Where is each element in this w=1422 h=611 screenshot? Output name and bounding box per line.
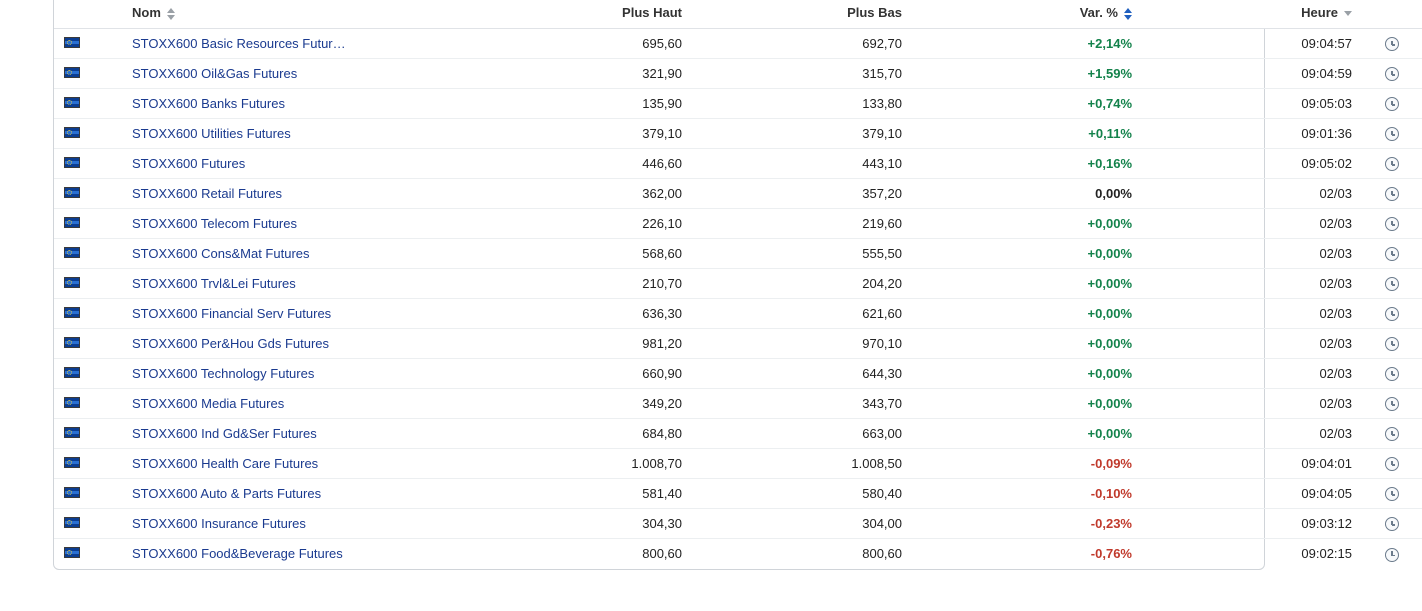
cell-high: 581,40 (642, 486, 682, 501)
alert-clock-icon[interactable] (1385, 487, 1399, 501)
cell-variation: +0,00% (1087, 396, 1132, 411)
cell-high: 684,80 (642, 426, 682, 441)
cell-name (122, 239, 472, 269)
cell-name (122, 509, 472, 539)
instrument-link[interactable]: STOXX600 Media Futures (132, 396, 285, 411)
cell-low: 970,10 (862, 336, 902, 351)
alert-clock-icon[interactable] (1385, 67, 1399, 81)
cell-time: 09:04:59 (1301, 66, 1352, 81)
eu-flag-icon (64, 277, 80, 288)
table-row[interactable] (54, 89, 1422, 119)
cell-name (122, 119, 472, 149)
cell-flag (54, 419, 122, 449)
cell-alert (1362, 239, 1422, 269)
cell-high: 660,90 (642, 366, 682, 381)
cell-flag (54, 509, 122, 539)
table-row[interactable] (54, 299, 1422, 329)
cell-alert (1362, 509, 1422, 539)
cell-name (122, 89, 472, 119)
cell-flag (54, 359, 122, 389)
cell-high: 321,90 (642, 66, 682, 81)
quotes-table (54, 0, 1422, 569)
instrument-link[interactable]: STOXX600 Insurance Futures (132, 516, 306, 531)
cell-time: 02/03 (1319, 216, 1352, 231)
cell-variation: +0,74% (1087, 96, 1132, 111)
cell-variation: +1,59% (1087, 66, 1132, 81)
eu-flag-icon (64, 37, 80, 48)
cell-alert (1362, 329, 1422, 359)
cell-high: 1.008,70 (631, 456, 682, 471)
eu-flag-icon (64, 337, 80, 348)
cell-variation: +0,11% (1088, 126, 1132, 141)
cell-time: 09:02:15 (1301, 546, 1352, 562)
cell-flag (54, 179, 122, 209)
table-row[interactable] (54, 149, 1422, 179)
cell-high: 349,20 (642, 396, 682, 411)
alert-clock-icon[interactable] (1385, 277, 1399, 291)
cell-name (122, 59, 472, 89)
table-row[interactable] (54, 359, 1422, 389)
alert-clock-icon[interactable] (1385, 457, 1399, 471)
cell-high: 800,60 (642, 546, 682, 562)
eu-flag-icon (64, 547, 80, 558)
column-header-alert (1362, 0, 1422, 29)
alert-clock-icon[interactable] (1385, 397, 1399, 411)
cell-variation: +2,14% (1087, 36, 1132, 51)
cell-flag (54, 29, 122, 59)
alert-clock-icon[interactable] (1385, 337, 1399, 351)
table-row[interactable] (54, 119, 1422, 149)
cell-low: 1.008,50 (851, 456, 902, 471)
cell-low: 133,80 (862, 96, 902, 111)
cell-flag (54, 329, 122, 359)
alert-clock-icon[interactable] (1385, 307, 1399, 321)
cell-time: 02/03 (1319, 306, 1352, 321)
cell-high: 362,00 (642, 186, 682, 201)
cell-alert (1362, 89, 1422, 119)
quotes-table-container (53, 0, 1352, 570)
cell-high: 379,10 (642, 126, 682, 141)
cell-low: 379,10 (862, 126, 902, 141)
cell-flag (54, 209, 122, 239)
table-row[interactable] (54, 389, 1422, 419)
eu-flag-icon (64, 247, 80, 258)
cell-variation: -0,10% (1090, 486, 1132, 501)
cell-low: 219,60 (862, 216, 902, 231)
instrument-link[interactable]: STOXX600 Telecom Futures (132, 216, 297, 231)
cell-alert (1362, 179, 1422, 209)
column-header-high[interactable] (472, 0, 692, 29)
cell-alert (1362, 269, 1422, 299)
cell-low: 580,40 (862, 486, 902, 501)
instrument-link[interactable]: STOXX600 Banks Futures (132, 96, 285, 111)
instrument-link[interactable]: STOXX600 Auto & Parts Futures (132, 486, 322, 501)
cell-variation: -0,76% (1090, 546, 1132, 562)
cell-variation: +0,16% (1087, 156, 1132, 171)
eu-flag-icon (64, 367, 80, 378)
table-header (54, 0, 1422, 29)
instrument-link[interactable]: STOXX600 Technology Futures (132, 366, 315, 381)
cell-flag (54, 449, 122, 479)
cell-high: 446,60 (642, 156, 682, 171)
alert-clock-icon[interactable] (1385, 367, 1399, 381)
cell-time: 02/03 (1319, 276, 1352, 291)
alert-clock-icon[interactable] (1385, 427, 1399, 441)
cell-variation: +0,00% (1087, 306, 1132, 321)
cell-low: 800,60 (862, 546, 902, 562)
alert-clock-icon[interactable] (1385, 127, 1399, 141)
cell-low: 644,30 (862, 366, 902, 381)
column-header-low-label: Plus Bas (847, 5, 902, 20)
cell-low: 692,70 (862, 36, 902, 51)
sort-caret-name-icon[interactable] (167, 8, 175, 20)
cell-time: 02/03 (1319, 336, 1352, 351)
cell-time: 02/03 (1319, 246, 1352, 261)
cell-alert (1362, 119, 1422, 149)
column-header-var[interactable] (912, 0, 1142, 29)
cell-high: 636,30 (642, 306, 682, 321)
instrument-link[interactable]: STOXX600 Per&Hou Gds Futures (132, 336, 330, 351)
eu-flag-icon (64, 67, 80, 78)
eu-flag-icon (64, 457, 80, 468)
cell-low: 663,00 (862, 426, 902, 441)
cell-time: 02/03 (1319, 366, 1352, 381)
cell-flag (54, 539, 122, 569)
column-header-low[interactable] (692, 0, 912, 29)
instrument-link[interactable]: STOXX600 Cons&Mat Futures (132, 246, 310, 261)
column-header-high-label: Plus Haut (622, 5, 682, 20)
cell-variation: +0,00% (1087, 336, 1132, 351)
cell-variation: -0,23% (1090, 516, 1132, 531)
eu-flag-icon (64, 187, 80, 198)
cell-alert (1362, 419, 1422, 449)
table-row[interactable] (54, 449, 1422, 479)
cell-high: 135,90 (642, 96, 682, 111)
cell-time: 09:05:02 (1301, 156, 1352, 171)
instrument-link[interactable]: STOXX600 Futures (132, 156, 246, 171)
alert-clock-icon[interactable] (1385, 548, 1399, 562)
cell-flag (54, 59, 122, 89)
table-row[interactable] (54, 539, 1422, 569)
alert-clock-icon[interactable] (1385, 247, 1399, 261)
eu-flag-icon (64, 307, 80, 318)
cell-time: 09:03:12 (1301, 516, 1352, 531)
cell-high: 981,20 (642, 336, 682, 351)
alert-clock-icon[interactable] (1385, 217, 1399, 231)
eu-flag-icon (64, 127, 80, 138)
cell-name (122, 299, 472, 329)
alert-clock-icon[interactable] (1385, 37, 1399, 51)
cell-alert (1362, 479, 1422, 509)
cell-time: 09:04:05 (1301, 486, 1352, 501)
cell-name (122, 479, 472, 509)
cell-alert (1362, 149, 1422, 179)
cell-name (122, 329, 472, 359)
cell-time: 02/03 (1319, 426, 1352, 441)
cell-name (122, 539, 472, 569)
instrument-link[interactable]: STOXX600 Utilities Futures (132, 126, 291, 141)
table-row[interactable] (54, 179, 1422, 209)
cell-flag (54, 149, 122, 179)
cell-flag (54, 269, 122, 299)
cell-name (122, 359, 472, 389)
cell-name (122, 389, 472, 419)
cell-high: 568,60 (642, 246, 682, 261)
cell-time: 09:04:01 (1301, 456, 1352, 471)
cell-low: 621,60 (862, 306, 902, 321)
alert-clock-icon[interactable] (1385, 157, 1399, 171)
instrument-link[interactable]: STOXX600 Basic Resources Futur… (132, 36, 346, 51)
cell-time: 02/03 (1319, 186, 1352, 201)
cell-high: 304,30 (642, 516, 682, 531)
cell-alert (1362, 59, 1422, 89)
column-header-name[interactable] (122, 0, 472, 29)
cell-alert (1362, 389, 1422, 419)
sort-caret-var-icon[interactable] (1124, 8, 1132, 20)
cell-low: 315,70 (862, 66, 902, 81)
cell-time: 09:05:03 (1301, 96, 1352, 111)
cell-time: 09:04:57 (1301, 36, 1352, 51)
table-row[interactable] (54, 59, 1422, 89)
sort-caret-time-icon[interactable] (1344, 11, 1352, 16)
cell-variation: +0,00% (1087, 426, 1132, 441)
cell-name (122, 179, 472, 209)
eu-flag-icon (64, 517, 80, 528)
eu-flag-icon (64, 97, 80, 108)
eu-flag-icon (64, 217, 80, 228)
table-row[interactable] (54, 419, 1422, 449)
cell-variation: +0,00% (1087, 246, 1132, 261)
table-row[interactable] (54, 269, 1422, 299)
table-row[interactable] (54, 509, 1422, 539)
instrument-link[interactable]: STOXX600 Ind Gd&Ser Futures (132, 426, 317, 441)
cell-flag (54, 299, 122, 329)
cell-high: 226,10 (642, 216, 682, 231)
cell-low: 555,50 (862, 246, 902, 261)
cell-flag (54, 389, 122, 419)
header-row (54, 0, 1422, 29)
cell-high: 210,70 (642, 276, 682, 291)
table-row[interactable] (54, 209, 1422, 239)
cell-flag (54, 89, 122, 119)
cell-alert (1362, 299, 1422, 329)
cell-low: 343,70 (862, 396, 902, 411)
cell-alert (1362, 539, 1422, 569)
instrument-link[interactable]: STOXX600 Food&Beverage Futures (132, 546, 343, 562)
instrument-link[interactable]: STOXX600 Financial Serv Futures (132, 306, 332, 321)
cell-alert (1362, 209, 1422, 239)
column-header-time-label: Heure (1301, 5, 1338, 20)
cell-variation: +0,00% (1087, 216, 1132, 231)
eu-flag-icon (64, 397, 80, 408)
alert-clock-icon[interactable] (1385, 187, 1399, 201)
column-header-flag (54, 0, 122, 29)
eu-flag-icon (64, 487, 80, 498)
cell-name (122, 29, 472, 59)
cell-low: 204,20 (862, 276, 902, 291)
cell-high: 695,60 (642, 36, 682, 51)
instrument-link[interactable]: STOXX600 Oil&Gas Futures (132, 66, 298, 81)
cell-time: 09:01:36 (1301, 126, 1352, 141)
cell-low: 357,20 (862, 186, 902, 201)
eu-flag-icon (64, 157, 80, 168)
cell-variation: +0,00% (1087, 276, 1132, 291)
cell-time: 02/03 (1319, 396, 1352, 411)
cell-name (122, 209, 472, 239)
column-header-var-label: Var. % (1079, 5, 1118, 20)
cell-flag (54, 479, 122, 509)
cell-name (122, 449, 472, 479)
table-row[interactable] (54, 29, 1422, 59)
eu-flag-icon (64, 427, 80, 438)
alert-clock-icon[interactable] (1385, 517, 1399, 531)
cell-alert (1362, 449, 1422, 479)
cell-low: 304,00 (862, 516, 902, 531)
cell-alert (1362, 29, 1422, 59)
cell-variation: +0,00% (1087, 366, 1132, 381)
table-body (54, 29, 1422, 569)
cell-low: 443,10 (862, 156, 902, 171)
table-row[interactable] (54, 329, 1422, 359)
instrument-link[interactable]: STOXX600 Health Care Futures (132, 456, 319, 471)
cell-flag (54, 239, 122, 269)
column-header-time[interactable] (1142, 0, 1362, 29)
table-row[interactable] (54, 479, 1422, 509)
cell-flag (54, 119, 122, 149)
cell-variation: 0,00% (1095, 186, 1132, 201)
table-row[interactable] (54, 239, 1422, 269)
column-header-name-label: Nom (132, 5, 161, 20)
cell-variation: -0,09% (1090, 456, 1132, 471)
cell-name (122, 149, 472, 179)
cell-alert (1362, 359, 1422, 389)
alert-clock-icon[interactable] (1385, 97, 1399, 111)
instrument-link[interactable]: STOXX600 Retail Futures (132, 186, 283, 201)
cell-name (122, 269, 472, 299)
instrument-link[interactable]: STOXX600 Trvl&Lei Futures (132, 276, 296, 291)
cell-name (122, 419, 472, 449)
